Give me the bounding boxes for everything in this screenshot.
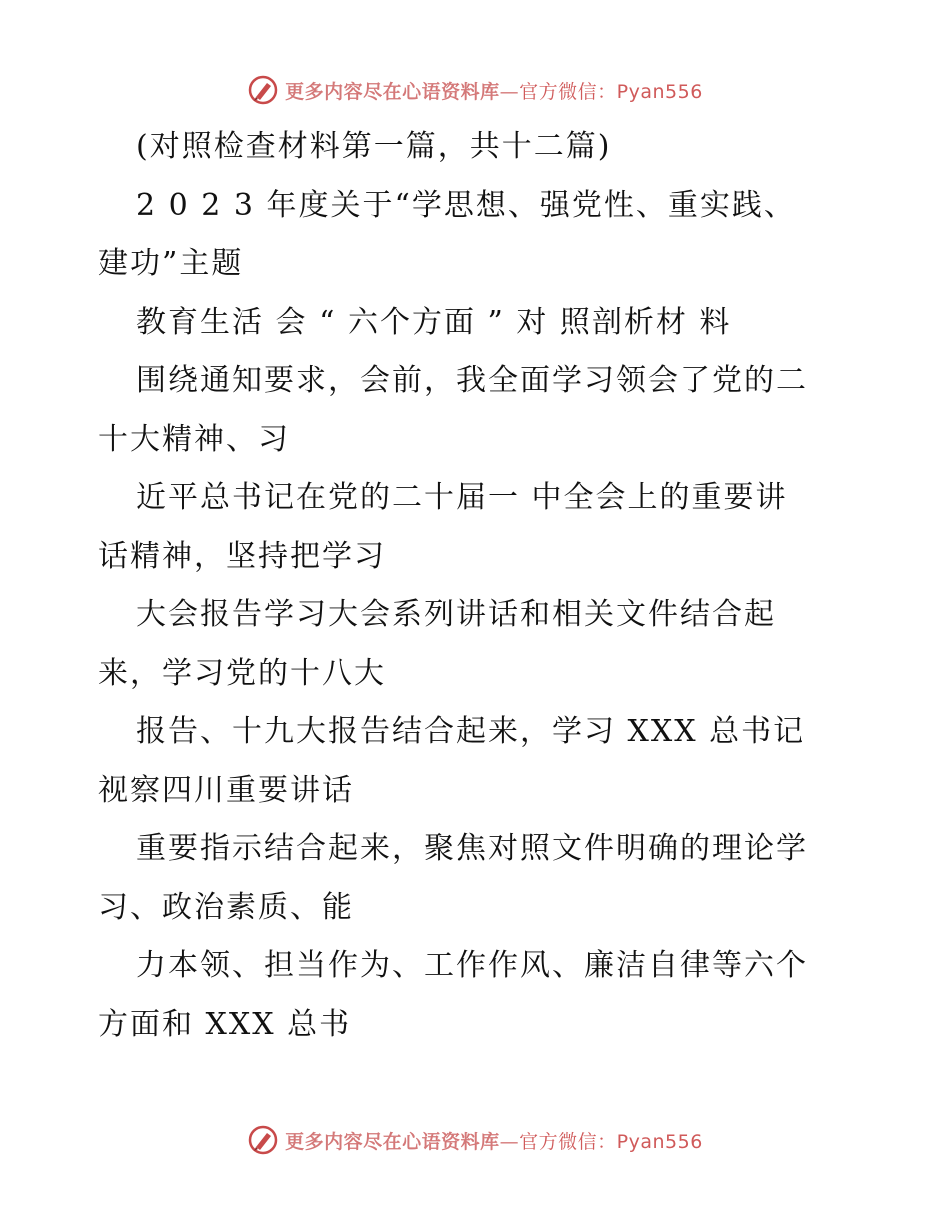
pen-logo-icon bbox=[247, 1124, 279, 1156]
doc-line: 方面和 XXX 总书 bbox=[98, 1006, 352, 1042]
doc-line: 报告、十九大报告结合起来，学习 XXX 总书记 bbox=[136, 714, 806, 749]
doc-line: 建功”主题 bbox=[98, 246, 244, 281]
doc-line: 话精神，坚持把学习 bbox=[98, 538, 386, 574]
document-body bbox=[98, 118, 858, 1054]
doc-line: 习、政治素质、能 bbox=[98, 889, 354, 925]
doc-line: 力本领、担当作为、工作作风、廉洁自律等六个 bbox=[136, 948, 808, 983]
footer-brand: 更多内容尽在心语资料库 bbox=[285, 1130, 500, 1153]
doc-line: 大会报告学习大会系列讲话和相关文件结合起 bbox=[136, 597, 776, 632]
doc-line: 视察四川重要讲话 bbox=[98, 772, 354, 808]
footer-separator: — bbox=[499, 1130, 520, 1153]
doc-line: 十大精神、习 bbox=[98, 421, 290, 457]
pen-logo-icon bbox=[247, 74, 279, 106]
footer-watermark-text bbox=[285, 1127, 703, 1154]
doc-line: 重要指示结合起来，聚焦对照文件明确的理论学 bbox=[136, 831, 808, 866]
doc-line: 来，学习党的十八大 bbox=[98, 655, 386, 691]
doc-line: 教育生活 会 “ 六个方面 ” 对 照剖析材 料 bbox=[136, 304, 732, 340]
header-contact: 官方微信：Pyan556 bbox=[519, 80, 703, 103]
header-watermark bbox=[0, 70, 950, 110]
header-separator: — bbox=[499, 80, 520, 103]
header-watermark-text bbox=[285, 77, 703, 104]
doc-line: 围绕通知要求，会前，我全面学习领会了党的二 bbox=[136, 363, 808, 398]
doc-line: (对照检查材料第一篇，共十二篇) bbox=[136, 129, 612, 164]
doc-line: 2 0 2 3 年度关于“学思想、强党性、重实践、 bbox=[136, 187, 796, 223]
footer-watermark bbox=[0, 1120, 950, 1160]
footer-contact: 官方微信：Pyan556 bbox=[519, 1130, 703, 1153]
header-brand: 更多内容尽在心语资料库 bbox=[285, 80, 500, 103]
doc-line: 近平总书记在党的二十届一 中全会上的重要讲 bbox=[136, 480, 788, 515]
